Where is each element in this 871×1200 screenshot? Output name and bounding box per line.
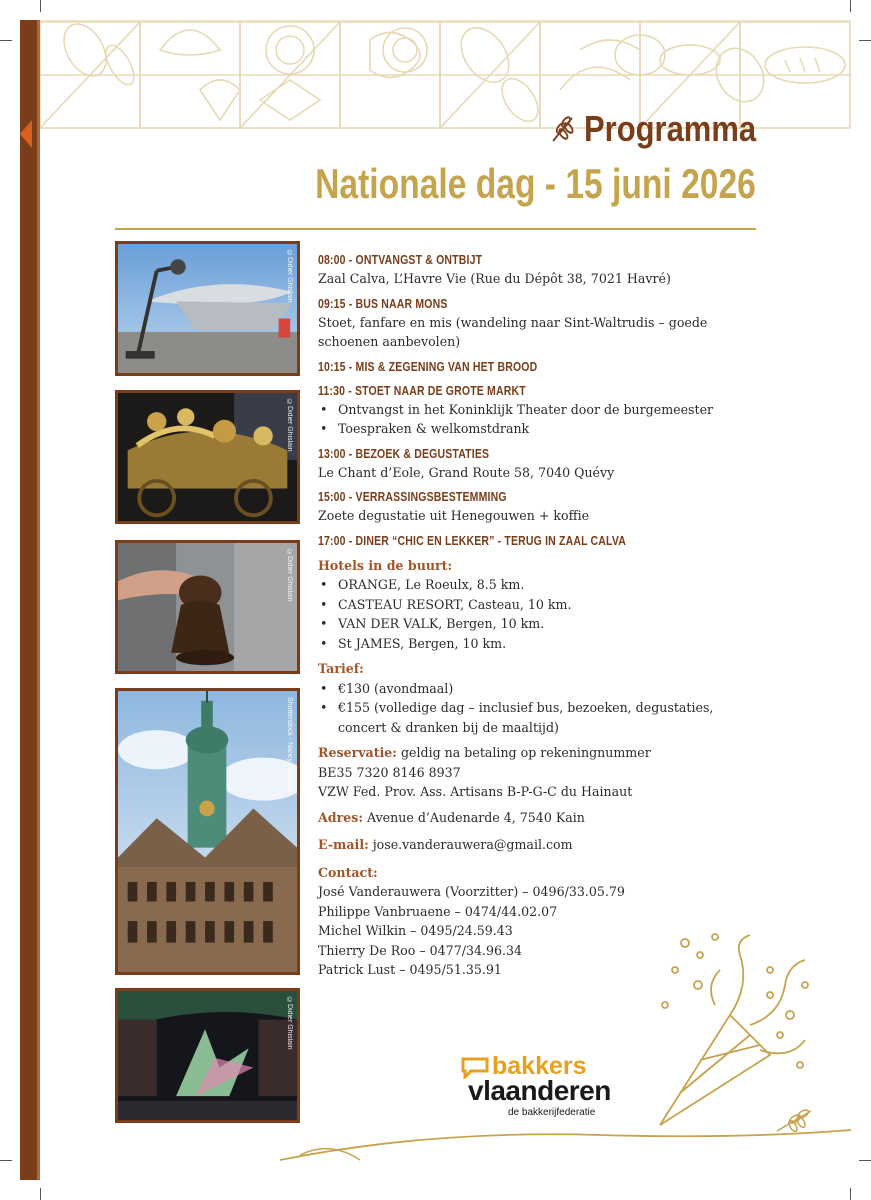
hotel-item: • St JAMES, Bergen, 10 km.	[318, 634, 763, 654]
photo-light-sculpture-art	[118, 991, 297, 1120]
hotels-section	[318, 556, 763, 654]
program-slot	[318, 251, 763, 289]
contact-person: Thierry De Roo – 0477/34.96.34	[318, 942, 523, 958]
photo-golden-carriage	[115, 390, 300, 524]
logo-brand-top: bakkers	[492, 1052, 587, 1080]
slot-bullet: • Ontvangst in het Koninklijk Theater door de burgemeester	[318, 400, 763, 420]
header-divider	[115, 228, 756, 230]
hotel-item: • VAN DER VALK, Bergen, 10 km.	[318, 614, 763, 634]
photo-credit: ©Didier Ghislain	[286, 250, 293, 303]
crop-mark	[850, 0, 851, 12]
reservatie-section	[318, 743, 763, 802]
photo-mons-pavilion	[115, 241, 300, 376]
reservatie-text: geldig na betaling op rekeningnummer	[400, 745, 651, 760]
photo-monkey-statue	[115, 540, 300, 674]
adres-label: Adres:	[318, 809, 363, 825]
contact-person: José Vanderauwera (Voorzitter) – 0496/33.05.79	[318, 884, 625, 899]
program-content	[318, 251, 763, 986]
hotel-item: • CASTEAU RESORT, Casteau, 10 km.	[318, 595, 763, 615]
wheat-ear-icon	[775, 1105, 815, 1135]
contact-person: Michel Wilkin – 0495/24.59.43	[318, 923, 513, 938]
logo-brand-main: vlaanderen	[468, 1075, 611, 1106]
crop-mark	[40, 1188, 41, 1200]
adres-text: Avenue d’Audenarde 4, 7540 Kain	[366, 809, 585, 825]
tarief-item: • €155 (volledige dag – inclusief bus, bezoeken, degustaties, concert & dranken bij de maaltijd)	[318, 698, 763, 737]
wheat-icon	[550, 114, 576, 144]
program-slot	[318, 445, 763, 483]
photo-mons-pavilion-art	[118, 244, 297, 373]
photo-credit: Shutterstock - Nancy Pauwels	[286, 697, 293, 791]
event-subtitle: Nationale dag - 15 juni 2026	[315, 160, 756, 207]
slot-description: Le Chant d’Eole, Grand Route 58, 7040 Quévy	[318, 464, 615, 480]
contact-person: Philippe Vanbruaene – 0474/44.02.07	[318, 903, 558, 919]
hotels-title: Hotels in de buurt:	[318, 557, 453, 573]
crop-mark	[0, 1160, 12, 1161]
tarief-item: • €130 (avondmaal)	[318, 679, 763, 699]
slot-bullet: • Toespraken & welkomstdrank	[318, 419, 763, 439]
slot-title: 08:00 - ONTVANGST & ONTBIJT	[318, 253, 483, 267]
crop-mark	[859, 40, 871, 41]
crop-mark	[40, 0, 41, 12]
account-holder: VZW Fed. Prov. Ass. Artisans B-P-G-C du Hainaut	[318, 784, 633, 799]
adres-section	[318, 808, 763, 828]
iban: BE35 7320 8146 8937	[318, 764, 461, 780]
photo-credit: ©Didier Ghislain	[286, 399, 293, 452]
tarief-section	[318, 659, 763, 737]
slot-description: Zoete degustatie uit Henegouwen + koffie	[318, 508, 590, 523]
program-heading	[550, 108, 756, 150]
reservatie-label: Reservatie:	[318, 745, 397, 760]
email-link[interactable]: jose.vanderauwera@gmail.com	[372, 837, 573, 852]
logo-tagline: de bakkerijfederatie	[508, 1107, 596, 1118]
program-slot	[318, 382, 763, 439]
slot-description: Zaal Calva, L’Havre Vie (Rue du Dépôt 38, 7021 Havré)	[318, 271, 671, 286]
contact-label: Contact:	[318, 864, 378, 880]
side-bar	[20, 20, 37, 1180]
slot-title: 11:30 - STOET NAAR DE GROTE MARKT	[318, 383, 526, 398]
slot-title: 17:00 - DINER “CHIC EN LEKKER” - TERUG IN ZAAL CALVA	[318, 533, 627, 548]
crop-mark	[0, 40, 12, 41]
slot-title: 15:00 - VERRASSINGSBESTEMMING	[318, 490, 507, 504]
email-label: E-mail:	[318, 837, 369, 852]
photo-monkey-statue-art	[118, 543, 297, 671]
photo-credit: ©Didier Ghislain	[286, 997, 293, 1050]
bakkers-vlaanderen-logo	[460, 1052, 635, 1122]
slot-title: 09:15 - BUS NAAR MONS	[318, 296, 448, 311]
hotel-item: • ORANGE, Le Roeulx, 8.5 km.	[318, 575, 763, 595]
tarief-title: Tarief:	[318, 661, 364, 676]
program-slot	[318, 358, 763, 376]
slot-description: Stoet, fanfare en mis (wandeling naar Sint-Waltrudis – goede schoenen aanbevolen)	[318, 314, 708, 349]
photo-mons-belfry	[115, 688, 300, 975]
email-section	[318, 835, 763, 855]
program-slot	[318, 295, 763, 352]
crop-mark	[859, 1160, 871, 1161]
slot-title: 10:15 - MIS & ZEGENING VAN HET BROOD	[318, 359, 538, 374]
photo-golden-carriage-art	[118, 393, 297, 521]
photo-credit: ©Didier Ghislain	[286, 549, 293, 602]
slot-title: 13:00 - BEZOEK & DEGUSTATIES	[318, 446, 490, 461]
crop-mark	[850, 1188, 851, 1200]
orange-corner-mark	[20, 120, 32, 148]
program-slot	[318, 488, 763, 526]
photo-mons-belfry-art	[118, 691, 297, 972]
photo-light-sculpture	[115, 988, 300, 1123]
contact-person: Patrick Lust – 0495/51.35.91	[318, 962, 502, 977]
program-slot	[318, 532, 763, 550]
program-title: Programma	[583, 108, 756, 149]
